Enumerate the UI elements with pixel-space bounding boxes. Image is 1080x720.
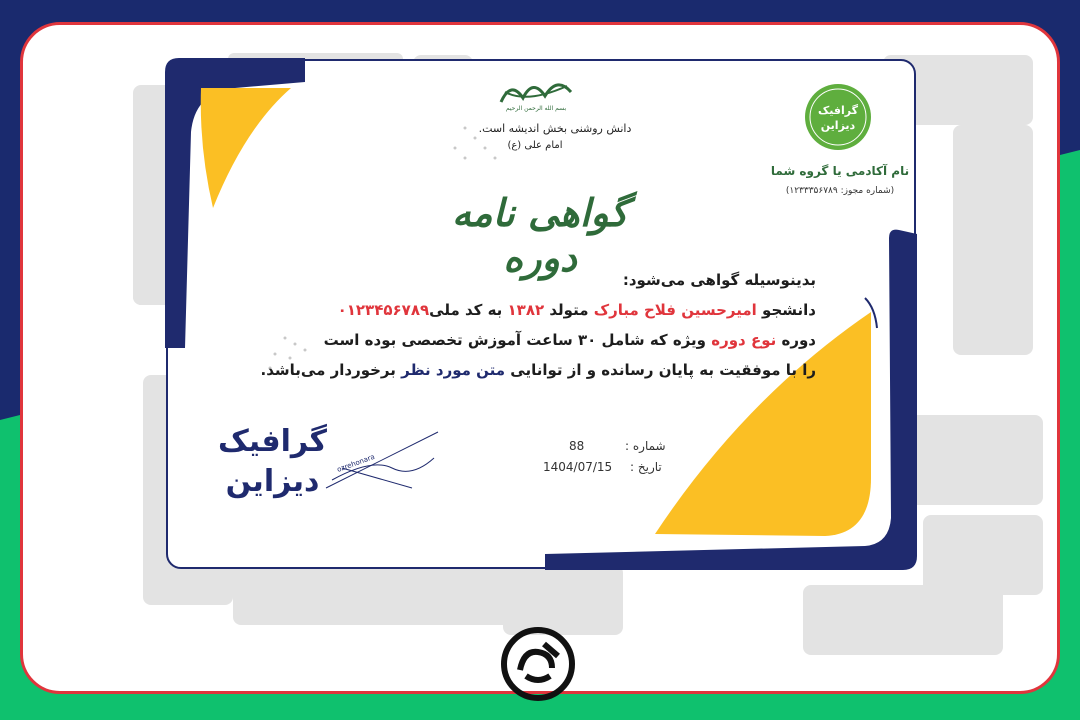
quote-source: امام علی (ع) (507, 140, 563, 151)
svg-text:ozrehonara: ozrehonara (335, 452, 376, 474)
svg-text:بسم الله الرحمن الرحیم: بسم الله الرحمن الرحیم (505, 105, 567, 112)
brand-logo-icon (500, 626, 576, 702)
number-label: شماره : (625, 439, 666, 453)
signature-logo (215, 422, 330, 512)
student-line (338, 301, 816, 319)
date-value: 1404/07/15 (543, 460, 613, 474)
certificate-title: گواهی نامه دوره (451, 190, 629, 280)
organization-badge (803, 82, 873, 152)
birth-year: ۱۳۸۲ (507, 301, 545, 319)
line1-text-c: به کد ملی (429, 301, 508, 319)
signature-stroke (322, 428, 442, 498)
line3-text-a: را با موفقیت به پایان رسانده و از توانایی (505, 361, 816, 379)
svg-text:دیزاین: دیزاین (820, 119, 856, 132)
course-type: نوع دوره (711, 331, 777, 349)
line1-text-a: دانشجو (756, 301, 816, 319)
calligraphy-emblem (497, 72, 575, 112)
ability-line (261, 361, 816, 379)
organization-license: (شماره مجوز: ۱۲۳۳۳۵۶۷۸۹) (785, 186, 895, 196)
national-id: ۰۱۲۳۴۵۶۷۸۹ (337, 301, 430, 319)
number-value: 88 (569, 439, 585, 453)
ability-text: متن مورد نظر (401, 361, 506, 379)
logo-text-bottom: دیزاین (225, 464, 320, 499)
line3-text-b: برخوردار می‌باشد. (260, 361, 402, 379)
intro-line: بدینوسیله گواهی می‌شود: (622, 271, 816, 289)
logo-text-top: گرافیک (218, 424, 327, 459)
quote-text: دانش روشنی بخش اندیشه است. (478, 122, 632, 135)
line2-text-b: ویژه که شامل ۳۰ ساعت آموزش تخصصی بوده است (323, 331, 712, 349)
svg-text:گرافیک: گرافیک (818, 104, 858, 117)
date-label: تاریخ : (630, 460, 662, 474)
student-name: امیرحسین فلاح مبارک (593, 301, 757, 319)
line2-text-a: دوره (776, 331, 816, 349)
organization-name: نام آکادمی یا گروه شما (770, 164, 910, 178)
line1-text-b: متولد (544, 301, 594, 319)
course-line (324, 331, 816, 349)
